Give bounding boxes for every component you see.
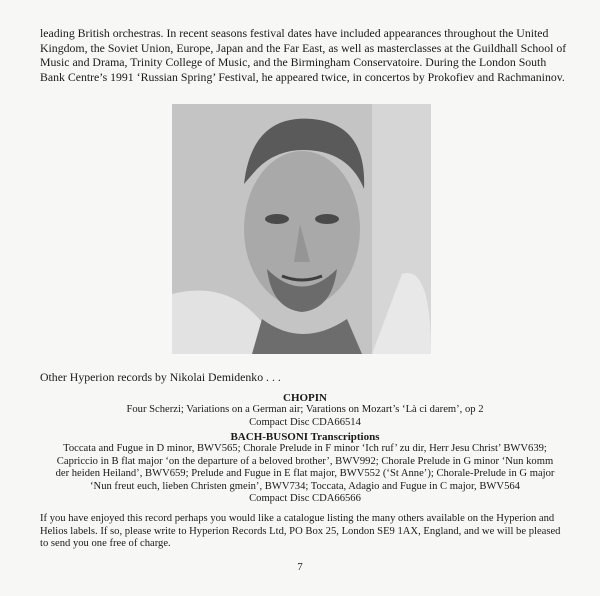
bach-busoni-heading: BACH-BUSONI Transcriptions xyxy=(230,431,380,443)
bach-busoni-catalogue: Compact Disc CDA66566 xyxy=(249,493,361,505)
chopin-catalogue: Compact Disc CDA66514 xyxy=(249,416,361,428)
portrait-photo xyxy=(172,104,431,354)
bach-busoni-works-line: Capriccio in B flat major ‘on the departure of a beloved brother’, BWV992; Chorale Prelude in G minor ‘Nun komm xyxy=(56,455,554,467)
bach-busoni-works-line: ‘Nun freut euch, lieben Christen gmein’, BWV734; Toccata, Adagio and Fugue in C major, BWV564 xyxy=(90,480,520,492)
portrait-photo-icon xyxy=(172,104,431,354)
page-number: 7 xyxy=(297,561,303,573)
chopin-works: Four Scherzi; Variations on a German air; Varations on Mozart’s ‘Là ci darem’, op 2 xyxy=(126,404,484,416)
bach-busoni-record xyxy=(40,431,570,505)
chopin-heading: CHOPIN xyxy=(283,392,327,404)
other-records-label: Other Hyperion records by Nikolai Demidenko . . . xyxy=(40,370,281,384)
bach-busoni-works-line: der heiden Heiland’, BWV659; Prelude and Fugue in E flat major, BWV552 (‘St Anne’); Chorale-Prelude in G major xyxy=(55,468,555,480)
bach-busoni-works-line: Toccata and Fugue in D minor, BWV565; Chorale Prelude in F minor ‘Ich ruf’ zu dir, Herr Jesu Christ’ BWV639; xyxy=(63,443,547,455)
chopin-record xyxy=(40,392,570,429)
intro-paragraph: leading British orchestras. In recent seasons festival dates have included appearances throughout the United Kingdom, the Soviet Union, Europe, Japan and the Far East, as well as masterclasses at the Guildhall School of Music and Drama, Trinity College of Music, and the Birmingham Conservatoire. During the London South Bank Centre’s 1991 ‘Russian Spring’ Festival, he appeared twice, in concertos by Prokofiev and Rachmaninov. xyxy=(40,26,567,84)
closing-paragraph: If you have enjoyed this record perhaps you would like a catalogue listing the many others available on the Hyperion and Helios labels. If so, please write to Hyperion Records Ltd, PO Box 25, London SE9 1AX, England, and we will be pleased to send you one free of charge. xyxy=(40,513,561,550)
